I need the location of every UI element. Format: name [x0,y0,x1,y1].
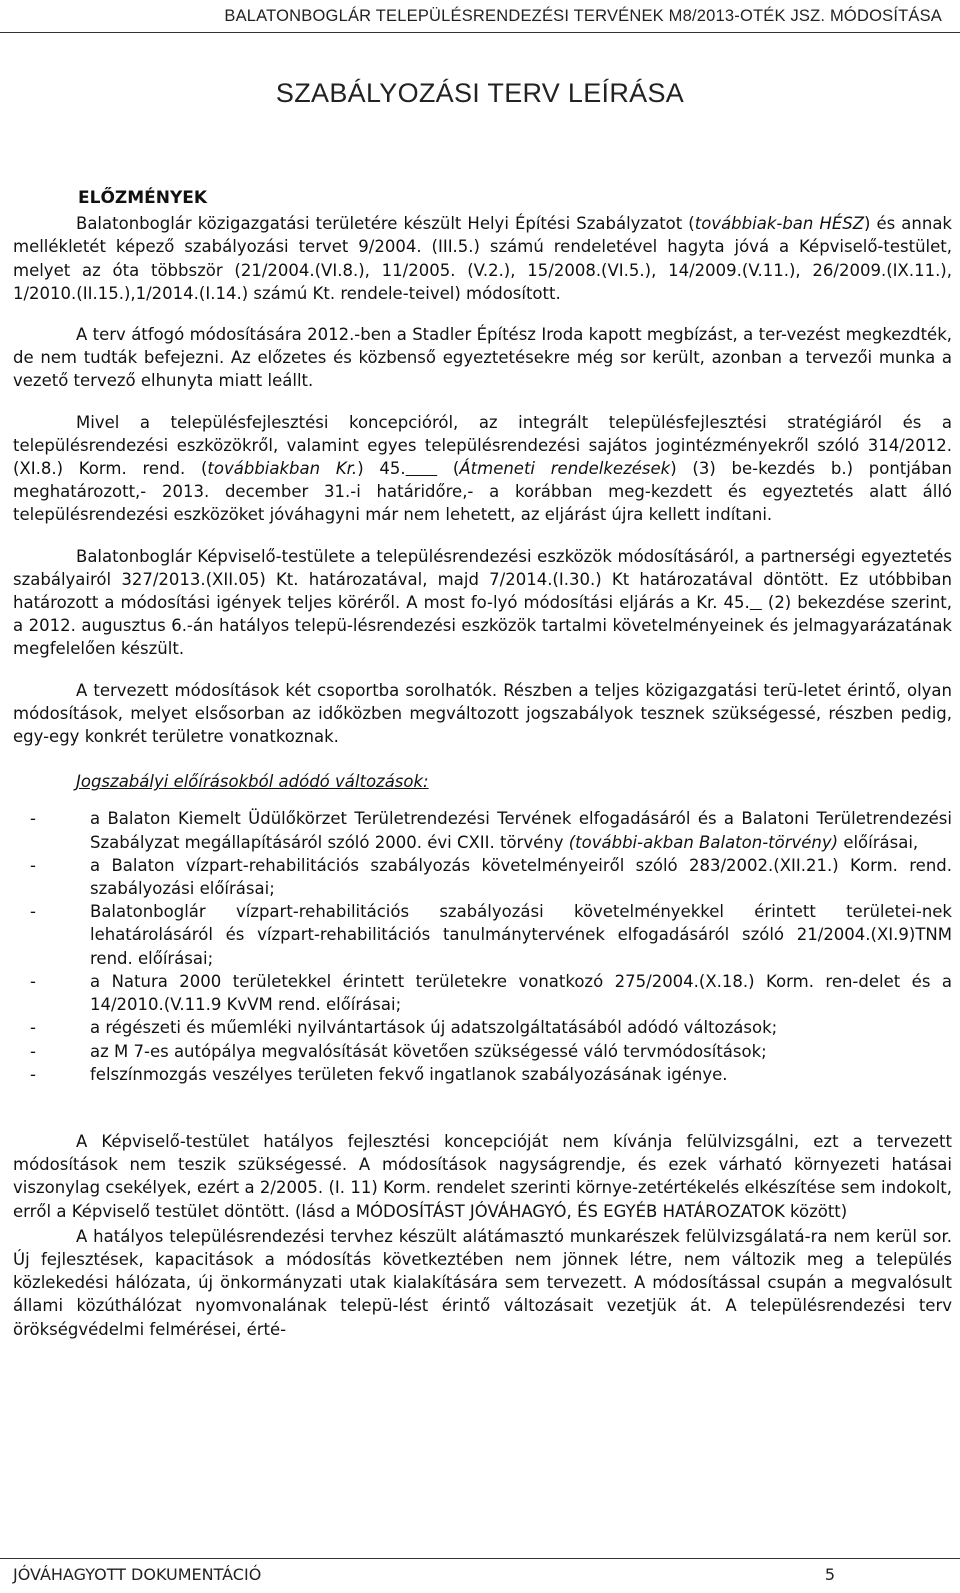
paragraph-modification-groups: A tervezett módosítások két csoportba sorolhatók. Részben a teljes közigazgatási terü-letet érintő, olyan módosítások, melyet elsősorban az időközben megváltozott jogszabályok tesznek szükségessé, részben pedig, egy-egy konkrét területre vonatkoznak. [13,680,952,747]
subheading-legal-changes: Jogszabályi előírásokból adódó változások: [76,772,429,792]
list-item: - a Balaton vízpart-rehabilitációs szabályozás követelményeiről szóló 283/2002.(XII.21.) Korm. rend. szabályozási előírásai; [30,855,952,899]
dash-bullet: - [30,809,36,829]
paragraph-legal-deadline: Mivel a településfejlesztési koncepcióról, az integrált településfejlesztési stratégiáról és a településrendezési eszközökről, valamint egyes településrendezési sajátos jogintézményekről szóló 314/2012.(XI.8.) Korm. rend. (továbbiakban Kr.) 45. (Átmeneti rendelkezések) (3) be-kezdés b.) pontjában meghatározott,- 2013. december 31.-i határidőre,- a korábban meg-kezdett és egyeztetés alatt álló településrendezési eszközöket jóváhagyni már nem lehetett, az eljárást újra kellett indítani. [13,412,952,525]
section-sign-icon [750,593,762,612]
page-header [0,0,960,34]
list-item: - felszínmozgás veszélyes területen fekvő ingatlanok szabályozásának igénye. [13,1063,952,1086]
spacer [13,1086,952,1130]
paragraph-background: Balatonboglár közigazgatási területére készült Helyi Építési Szabályzatot (továbbiak-ban HÉSZ) és annak mellékletét képező szabályozási tervet 9/2004. (III.5.) számú rendeletével hagyta jóvá a Képviselő-testület, melyet az óta többször (21/2004.(VI.8.), 11/2005. (V.2.), 15/2008.(VI.5.), 14/2009.(V.11.), 26/2009.(IX.11.), 1/2010.(II.15.),1/2014.(I.14.) számú Kt. rendele-teivel) módosított. [13,214,952,303]
paragraph-council-decision: Balatonboglár Képviselő-testülete a településrendezési eszközök módosításáról, a partnerségi egyeztetés szabályairól 327/2013.(XII.05) Kt. határozatával, majd 7/2014.(I.30.) Kt határozatával döntött. Ez utóbbiban határozott a módosítási igények teljes köréről. A most fo-lyó módosítási eljárás a Kr. 45. (2) bekezdése szerint, a 2012. augusztus 6.-án hatályos telepü-lésrendezési eszközök tartalmi követelményeinek és jelmagyarázatának megfelelően készült. [13,546,953,659]
paragraph-commission: A terv átfogó módosítására 2012.-ben a Stadler Építész Iroda kapott megbízást, a ter-vezést megkezdték, de nem tudták befejezni. Az előzetes és közbenső egyeztetésekre még sor került, azonban a tervezői munka a vezető tervező elhunyta miatt leállt. [13,325,952,391]
list-item: - a Natura 2000 területekkel érintett területekre vonatkozó 275/2004.(X.18.) Korm. ren-delet és a 14/2010.(V.11.9 KvVM rend. előírásai; [30,971,952,1015]
dash-bullet: - [30,971,36,991]
footer-divider [0,1558,960,1559]
dash-bullet: - [30,855,36,875]
dash-bullet: - [30,1041,36,1061]
section-sign-icon [406,459,438,478]
document-title: SZABÁLYOZÁSI TERV LEÍRÁSA [275,78,685,108]
dash-bullet: - [30,1064,36,1084]
legal-changes-list [13,807,952,1085]
page-footer [0,1558,960,1593]
running-header-title: BALATONBOGLÁR TELEPÜLÉSRENDEZÉSI TERVÉNEK M8/2013-OTÉK JSZ. MÓDOSÍTÁSA [224,7,942,25]
list-item: - az M 7-es autópálya megvalósítását követően szükségessé váló tervmódosítások; [13,1040,952,1063]
document-body [13,187,952,1341]
list-item: - a régészeti és műemléki nyilvántartások új adatszolgáltatásából adódó változások; [13,1016,952,1039]
list-item: - Balatonboglár vízpart-rehabilitációs szabályozási követelményekkel érintett területei-nek lehatárolásáról és vízpart-rehabilitációs tanulmánytervének elfogadásáról szóló 21/2004.(XI.9)TNM rend. előírásai; [30,902,952,968]
paragraph-environmental-assessment: A Képviselő-testület hatályos fejlesztési koncepcióját nem kívánja felülvizsgálni, ezt a tervezett módosítások nem teszik szükségessé. A módosítások nagyságrendje, és ezek várható környezeti hatásai viszonylag csekélyek, ezért a 2/2005. (I. 11) Korm. rendelet szerinti környe-zetértékelés elkészítése sem indokolt, erről a Képviselő testület döntött. (lásd a MÓDOSÍTÁST JÓVÁHAGYÓ, ÉS EGYÉB HATÁROZATOK között) [13,1131,952,1221]
section-heading: ELŐZMÉNYEK [78,188,208,208]
list-item: - a Balaton Kiemelt Üdülőkörzet Területrendezési Tervének elfogadásáról és a Balatoni Területrendezési Szabályzat megállapításáról szóló 2000. évi CXII. törvény (további-akban Balaton-törvény) előírásai, [30,809,952,852]
footer-label: JÓVÁHAGYOTT DOKUMENTÁCIÓ [13,1565,262,1584]
header-divider [0,32,960,33]
dash-bullet: - [30,1018,36,1038]
dash-bullet: - [30,902,36,922]
paragraph-supporting-documents: A hatályos településrendezési tervhez készült alátámasztó munkarészek felülvizsgálatá-ra nem kerül sor. Új fejlesztések, kapacitások a módosítás következtében nem jönnek létre, nem változik meg a település közlekedési hálózata, új önkormányzati utak kialakítására sem tervezett. A módosítással csupán a megvalósult állami közúthálózat nyomvonalának telepü-lést érintő változásait vezetjük át. A településrendezési terv örökségvédelmi felmérései, érté- [13,1226,952,1339]
page-number: 5 [824,1565,835,1584]
